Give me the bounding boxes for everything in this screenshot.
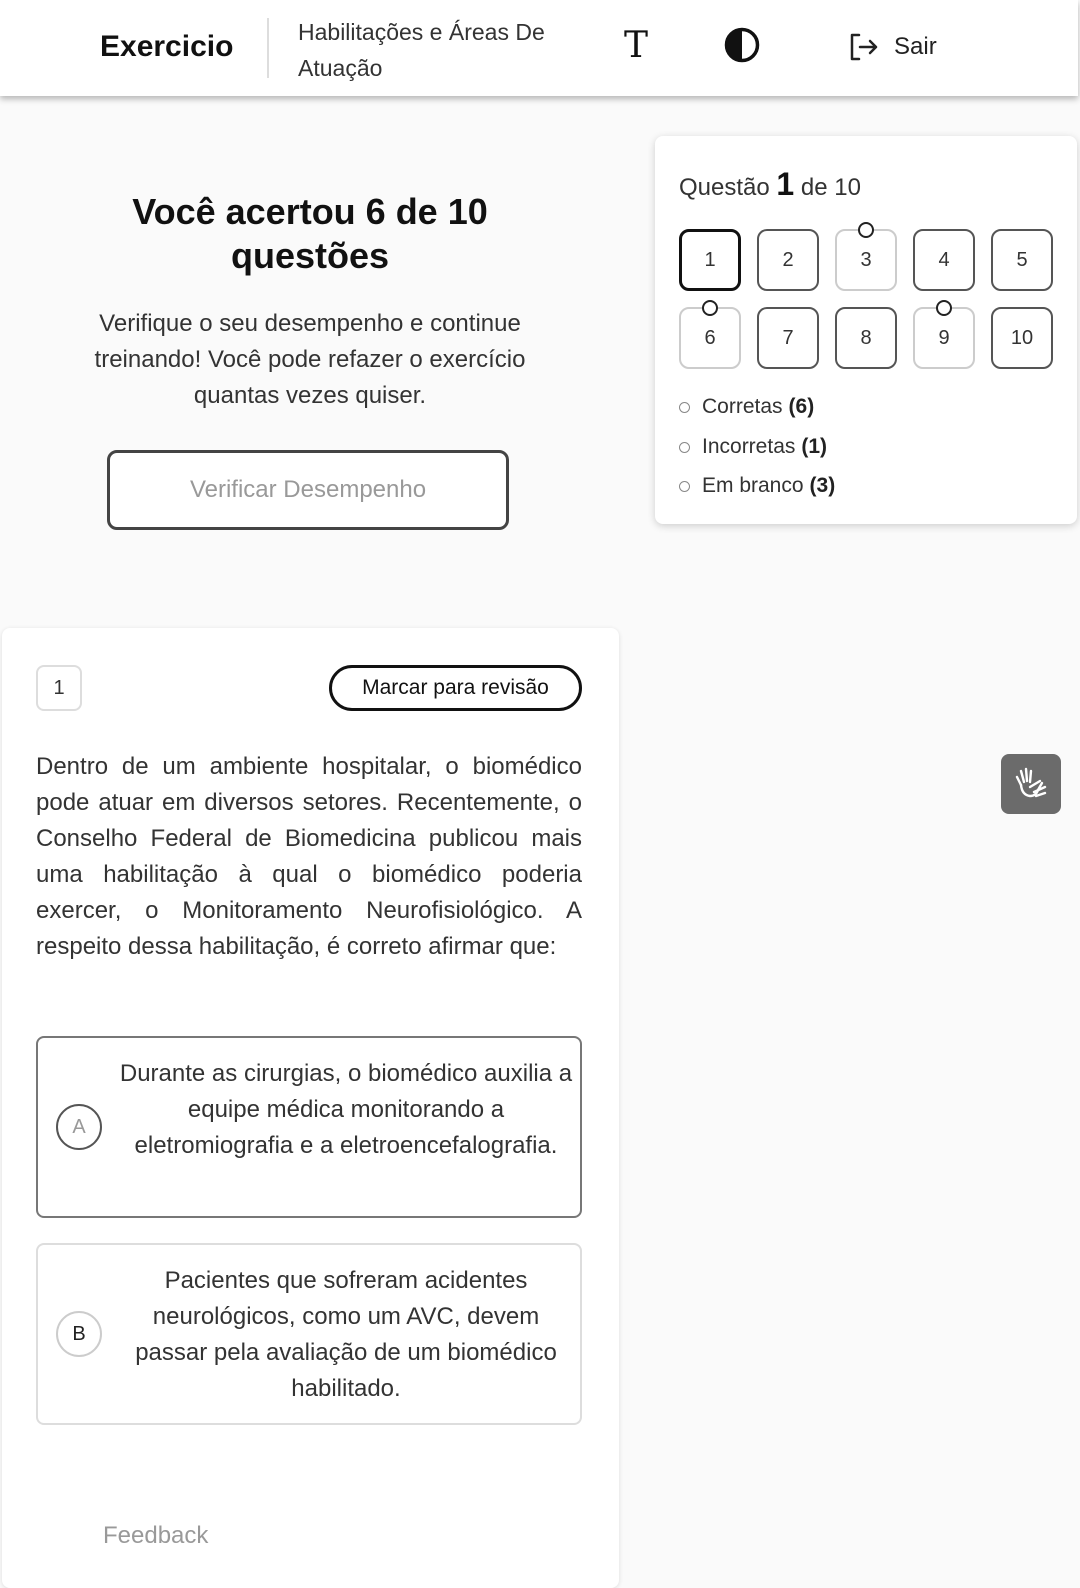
question-button-label: 3 bbox=[860, 248, 872, 271]
review-marker-icon bbox=[858, 222, 874, 238]
question-button-label: 9 bbox=[938, 326, 950, 349]
legend-count: (6) bbox=[788, 395, 815, 418]
review-marker-icon bbox=[936, 300, 952, 316]
current-question-number: 1 bbox=[776, 166, 795, 202]
legend-circle-icon bbox=[679, 442, 690, 453]
legend-label: Em branco bbox=[702, 474, 804, 497]
result-description: Verifique o seu desempenho e continue treinando! Você pode refazer o exercício quantas vezes quiser. bbox=[94, 310, 526, 409]
result-title: Você acertou 6 de 10 questões bbox=[132, 191, 488, 276]
option-b[interactable] bbox=[36, 1243, 582, 1425]
question-button-7[interactable]: 7 bbox=[757, 307, 819, 369]
legend-correct bbox=[679, 395, 814, 419]
legend-count: (3) bbox=[809, 474, 836, 497]
question-button-9[interactable] bbox=[913, 307, 975, 369]
verify-performance-button[interactable]: Verificar Desempenho bbox=[107, 450, 509, 530]
text-size-icon[interactable]: T bbox=[624, 25, 649, 66]
legend-label: Incorretas bbox=[702, 435, 796, 458]
logout-label: Sair bbox=[894, 33, 937, 60]
review-marker-icon bbox=[702, 300, 718, 316]
navigator-title-prefix: Questão bbox=[679, 174, 770, 201]
question-text: Dentro de um ambiente hospitalar, o biomédico pode atuar em diversos setores. Recentemente, o Conselho Federal de Biomedicina publicou mais uma habilitação à qual o biomédico poderia exercer, o Monitoramento Neurofisiológico. A respeito dessa habilitação, é correto afirmar que: bbox=[36, 753, 582, 960]
legend-label: Corretas bbox=[702, 395, 783, 418]
app-title: Exercicio bbox=[100, 30, 234, 63]
legend-count: (1) bbox=[801, 435, 828, 458]
contrast-icon[interactable] bbox=[724, 27, 760, 63]
question-button-8[interactable]: 8 bbox=[835, 307, 897, 369]
feedback-link[interactable]: Feedback bbox=[103, 1522, 209, 1549]
option-letter: B bbox=[56, 1311, 102, 1357]
legend-circle-icon bbox=[679, 481, 690, 492]
option-text: Pacientes que sofreram acidentes neurológicos, como um AVC, devem passar pela avaliação de um biomédico habilitado. bbox=[135, 1267, 557, 1402]
legend-blank bbox=[679, 474, 835, 498]
logout-icon bbox=[846, 30, 880, 64]
navigator-title bbox=[679, 166, 861, 203]
mark-for-review-button[interactable]: Marcar para revisão bbox=[329, 665, 582, 711]
navigator-title-suffix: de 10 bbox=[800, 174, 861, 201]
option-text: Durante as cirurgias, o biomédico auxilia a equipe médica monitorando a eletromiografia e a eletroencefalografia. bbox=[119, 1060, 573, 1159]
question-button-10[interactable]: 10 bbox=[991, 307, 1053, 369]
option-letter: A bbox=[56, 1104, 102, 1150]
sign-language-button[interactable] bbox=[1001, 754, 1061, 814]
question-button-1[interactable]: 1 bbox=[679, 229, 741, 291]
sign-language-icon bbox=[1012, 765, 1050, 803]
question-button-label: 6 bbox=[704, 326, 716, 349]
logout-button[interactable] bbox=[846, 30, 937, 64]
legend-circle-icon bbox=[679, 402, 690, 413]
question-button-2[interactable]: 2 bbox=[757, 229, 819, 291]
question-button-4[interactable]: 4 bbox=[913, 229, 975, 291]
legend-incorrect bbox=[679, 435, 827, 459]
question-button-5[interactable]: 5 bbox=[991, 229, 1053, 291]
top-header bbox=[0, 0, 1078, 96]
header-divider bbox=[267, 18, 269, 78]
question-number-badge: 1 bbox=[36, 665, 82, 711]
question-button-3[interactable] bbox=[835, 229, 897, 291]
exercise-subtitle: Habilitações e Áreas De Atuação bbox=[298, 19, 545, 81]
question-navigator bbox=[655, 136, 1077, 524]
option-a[interactable] bbox=[36, 1036, 582, 1218]
question-button-6[interactable] bbox=[679, 307, 741, 369]
